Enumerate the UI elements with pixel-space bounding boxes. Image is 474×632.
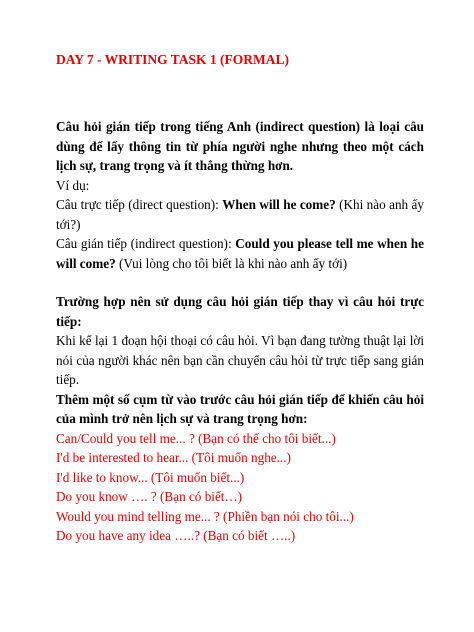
usage-paragraph: Khi kể lại 1 đoạn hội thoại có câu hỏi. Vì bạn đang tường thuật lại lời nói của người khác nên bạn cần chuyển câu hỏi từ trực tiếp sang gián tiếp.: [56, 333, 424, 387]
indirect-question-prefix: Câu gián tiếp (indirect question):: [56, 236, 236, 251]
section-spacer: [56, 273, 424, 292]
phrase-item: Do you know …. ? (Bạn có biết…): [56, 489, 243, 504]
direct-question-prefix: Câu trực tiếp (direct question):: [56, 197, 223, 212]
phrase-item: I'd like to know... (Tôi muốn biết...): [56, 469, 245, 485]
direct-question-text: When will he come?: [222, 197, 336, 212]
intro-paragraph: Câu hỏi gián tiếp trong tiếng Anh (indirect question) là loại câu dùng để lấy thông tin từ phía người nghe nhưng theo một cách lịch sự, trang trọng và ít thẳng thừng hơn.: [56, 119, 424, 173]
direct-question-translation: (Khi nào anh ấy tới?): [56, 197, 424, 232]
direct-question-example: [56, 195, 424, 234]
phrase-item: I'd be interested to hear... (Tôi muốn nghe...): [56, 450, 291, 465]
document-body: [56, 117, 424, 546]
indirect-question-translation: (Vui lòng cho tôi biết là khi nào anh ấy tới): [115, 255, 348, 271]
phrase-item: Do you have any idea …..? (Bạn có biết …..): [56, 528, 296, 543]
phrases-heading: Thêm một số cụm từ vào trước câu hỏi gián tiếp để khiến câu hỏi của mình trở nên lịch sự và trang trọng hơn:: [56, 391, 424, 426]
phrase-item: Can/Could you tell me... ? (Bạn có thể cho tôi biết...): [56, 430, 336, 446]
document-title: DAY 7 - WRITING TASK 1 (FORMAL): [56, 52, 290, 67]
phrase-item: Would you mind telling me... ? (Phiền bạn nói cho tôi...): [56, 508, 354, 524]
usage-heading: Trường hợp nên sử dụng câu hỏi gián tiếp thay vì câu hỏi trực tiếp:: [56, 294, 424, 329]
indirect-question-text: Could you please tell me when he will come?: [56, 236, 424, 271]
indirect-question-example: [56, 234, 424, 273]
example-label: Ví dụ:: [56, 177, 90, 193]
